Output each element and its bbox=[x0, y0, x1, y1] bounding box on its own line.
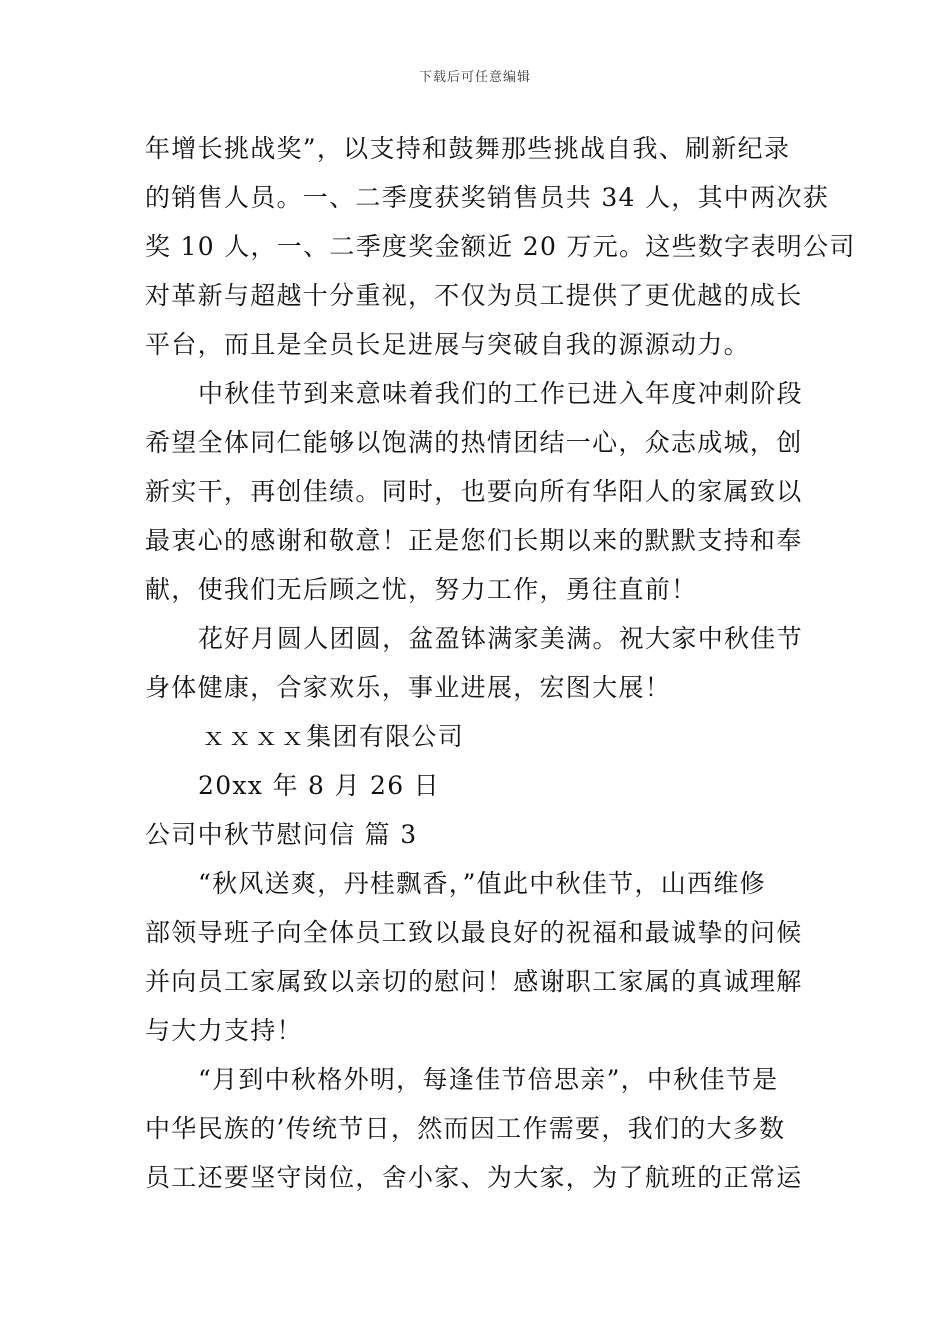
text-line: 并向员工家属致以亲切的慰问！感谢职工家属的真诚理解 bbox=[145, 967, 803, 996]
signature-date: 20xx 年 8 月 26 日 bbox=[198, 771, 440, 800]
text-line: 的销售人员。一、二季度获奖销售员共 34 人，其中两次获 bbox=[145, 183, 830, 212]
signature-company: ｘｘｘｘ集团有限公司 bbox=[201, 722, 465, 751]
text-line: 身体健康，合家欢乐，事业进展，宏图大展！ bbox=[145, 673, 672, 702]
page-header-note: 下载后可任意编辑 bbox=[418, 70, 531, 85]
text-line: 对革新与超越十分重视，不仅为员工提供了更优越的成长 bbox=[145, 281, 803, 310]
text-line: 年增长挑战奖”，以支持和鼓舞那些挑战自我、刷新纪录 bbox=[145, 134, 791, 163]
text-line: 中华民族的’传统节日，然而因工作需要，我们的大多数 bbox=[145, 1114, 786, 1143]
text-line: “秋风送爽，丹桂飘香，”值此中秋佳节，山西维修 bbox=[198, 869, 766, 898]
text-line: 中秋佳节到来意味着我们的工作已进入年度冲刺阶段 bbox=[198, 379, 803, 408]
text-line: 最衷心的感谢和敬意！正是您们长期以来的默默支持和奉 bbox=[145, 526, 803, 555]
text-line: 平台，而且是全员长足进展与突破自我的源源动力。 bbox=[145, 330, 750, 359]
text-line: 新实干，再创佳绩。同时，也要向所有华阳人的家属致以 bbox=[145, 477, 803, 506]
text-line: 奖 10 人，一、二季度奖金额近 20 万元。这些数字表明公司 bbox=[145, 232, 856, 261]
section-title: 公司中秋节慰问信 篇 3 bbox=[145, 820, 418, 849]
document-body bbox=[145, 124, 856, 1202]
text-line: “月到中秋格外明，每逢佳节倍思亲”，中秋佳节是 bbox=[198, 1065, 779, 1094]
text-line: 与大力支持！ bbox=[145, 1016, 303, 1045]
text-line: 希望全体同仁能够以饱满的热情团结一心，众志成城，创 bbox=[145, 428, 803, 457]
text-line: 花好月圆人团圆，盆盈钵满家美满。祝大家中秋佳节 bbox=[198, 624, 803, 653]
text-line: 员工还要坚守岗位，舍小家、为大家，为了航班的正常运 bbox=[145, 1163, 803, 1192]
text-line: 部领导班子向全体员工致以最良好的祝福和最诚挚的问候 bbox=[145, 918, 803, 947]
text-line: 献，使我们无后顾之忧，努力工作，勇往直前！ bbox=[145, 575, 698, 604]
